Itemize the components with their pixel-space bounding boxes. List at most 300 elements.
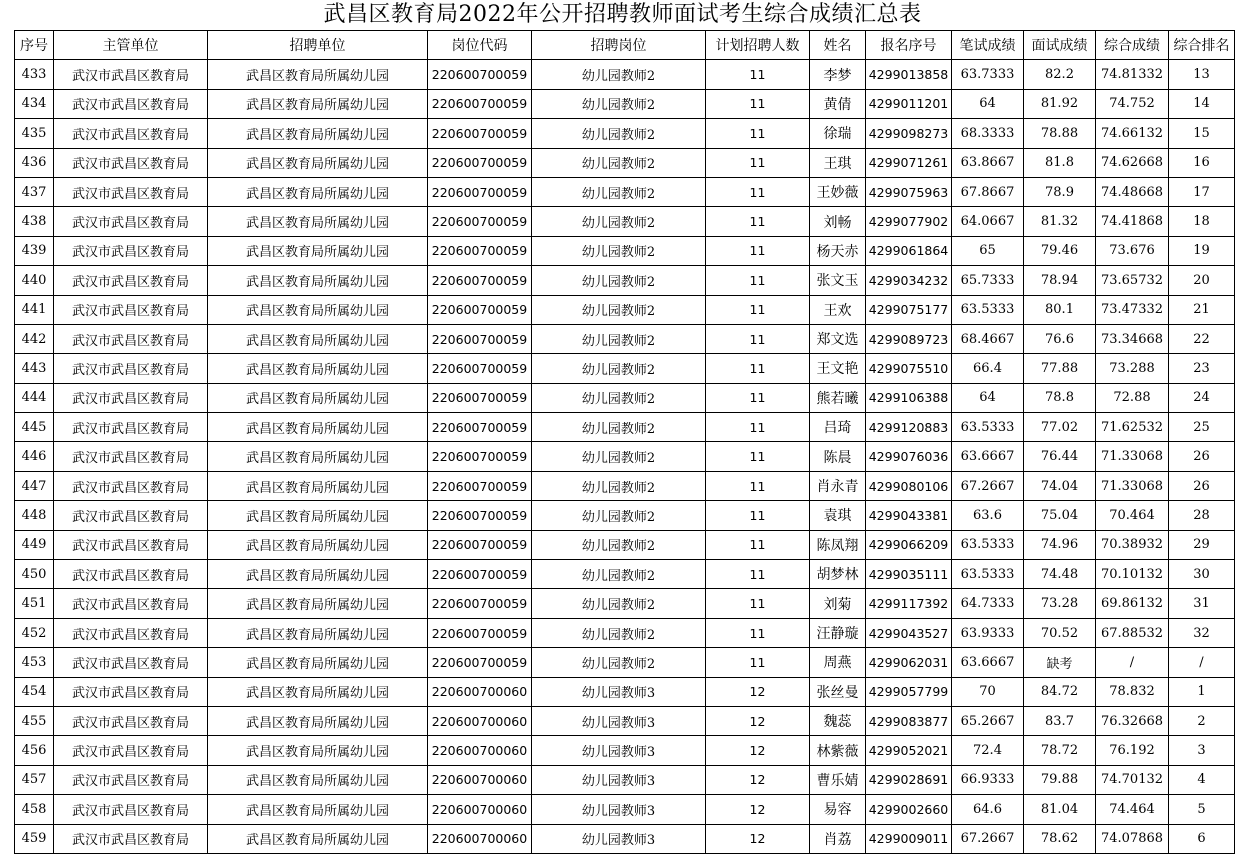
cell-dept: 武汉市武昌区教育局 xyxy=(54,736,208,765)
cell-dept: 武汉市武昌区教育局 xyxy=(54,383,208,412)
cell-post: 幼儿园教师2 xyxy=(532,354,706,383)
cell-reg: 4299076036 xyxy=(866,442,952,471)
cell-rank: 30 xyxy=(1169,560,1235,589)
cell-written: 64 xyxy=(952,383,1024,412)
cell-name: 胡梦林 xyxy=(810,560,866,589)
cell-interview: 82.2 xyxy=(1024,60,1096,89)
cell-dept: 武汉市武昌区教育局 xyxy=(54,706,208,735)
cell-no: 456 xyxy=(15,736,54,765)
cell-name: 郑文选 xyxy=(810,324,866,353)
cell-rank: 18 xyxy=(1169,207,1235,236)
cell-dept: 武汉市武昌区教育局 xyxy=(54,824,208,853)
cell-unit: 武昌区教育局所属幼儿园 xyxy=(208,677,428,706)
cell-code: 220600700059 xyxy=(428,383,532,412)
cell-plan: 12 xyxy=(706,677,810,706)
cell-unit: 武昌区教育局所属幼儿园 xyxy=(208,383,428,412)
cell-plan: 11 xyxy=(706,324,810,353)
cell-name: 肖荔 xyxy=(810,824,866,853)
cell-code: 220600700059 xyxy=(428,148,532,177)
cell-written: 63.9333 xyxy=(952,618,1024,647)
cell-rank: 17 xyxy=(1169,177,1235,206)
cell-no: 459 xyxy=(15,824,54,853)
cell-dept: 武汉市武昌区教育局 xyxy=(54,324,208,353)
cell-dept: 武汉市武昌区教育局 xyxy=(54,413,208,442)
cell-rank: 21 xyxy=(1169,295,1235,324)
cell-reg: 4299028691 xyxy=(866,765,952,794)
cell-no: 448 xyxy=(15,501,54,530)
cell-total: 72.88 xyxy=(1096,383,1169,412)
cell-post: 幼儿园教师2 xyxy=(532,236,706,265)
cell-reg: 4299071261 xyxy=(866,148,952,177)
cell-post: 幼儿园教师2 xyxy=(532,383,706,412)
cell-unit: 武昌区教育局所属幼儿园 xyxy=(208,824,428,853)
cell-dept: 武汉市武昌区教育局 xyxy=(54,648,208,677)
cell-rank: 19 xyxy=(1169,236,1235,265)
cell-rank: 3 xyxy=(1169,736,1235,765)
cell-reg: 4299043381 xyxy=(866,501,952,530)
cell-interview: 81.8 xyxy=(1024,148,1096,177)
cell-dept: 武汉市武昌区教育局 xyxy=(54,177,208,206)
cell-rank: / xyxy=(1169,648,1235,677)
cell-code: 220600700059 xyxy=(428,501,532,530)
table-row xyxy=(15,89,1235,118)
cell-total: 73.34668 xyxy=(1096,324,1169,353)
cell-unit: 武昌区教育局所属幼儿园 xyxy=(208,119,428,148)
cell-code: 220600700059 xyxy=(428,471,532,500)
cell-plan: 12 xyxy=(706,795,810,824)
cell-code: 220600700059 xyxy=(428,442,532,471)
cell-name: 肖永青 xyxy=(810,471,866,500)
cell-plan: 11 xyxy=(706,119,810,148)
cell-plan: 11 xyxy=(706,177,810,206)
cell-rank: 32 xyxy=(1169,618,1235,647)
cell-total: 76.192 xyxy=(1096,736,1169,765)
cell-rank: 14 xyxy=(1169,89,1235,118)
table-row xyxy=(15,530,1235,559)
cell-unit: 武昌区教育局所属幼儿园 xyxy=(208,324,428,353)
cell-dept: 武汉市武昌区教育局 xyxy=(54,442,208,471)
cell-plan: 11 xyxy=(706,266,810,295)
cell-unit: 武昌区教育局所属幼儿园 xyxy=(208,177,428,206)
cell-total: 73.676 xyxy=(1096,236,1169,265)
cell-interview: 78.9 xyxy=(1024,177,1096,206)
cell-total: 70.10132 xyxy=(1096,560,1169,589)
cell-reg: 4299066209 xyxy=(866,530,952,559)
cell-code: 220600700059 xyxy=(428,236,532,265)
cell-written: 64 xyxy=(952,89,1024,118)
cell-rank: 24 xyxy=(1169,383,1235,412)
cell-written: 65.7333 xyxy=(952,266,1024,295)
cell-unit: 武昌区教育局所属幼儿园 xyxy=(208,295,428,324)
header-cell-interview: 面试成绩 xyxy=(1024,31,1096,60)
table-row xyxy=(15,207,1235,236)
header-cell-dept: 主管单位 xyxy=(54,31,208,60)
cell-no: 449 xyxy=(15,530,54,559)
cell-dept: 武汉市武昌区教育局 xyxy=(54,148,208,177)
cell-dept: 武汉市武昌区教育局 xyxy=(54,560,208,589)
cell-post: 幼儿园教师2 xyxy=(532,295,706,324)
cell-total: 71.33068 xyxy=(1096,442,1169,471)
cell-unit: 武昌区教育局所属幼儿园 xyxy=(208,413,428,442)
cell-rank: 28 xyxy=(1169,501,1235,530)
table-row xyxy=(15,765,1235,794)
cell-code: 220600700059 xyxy=(428,266,532,295)
table-row xyxy=(15,119,1235,148)
cell-plan: 11 xyxy=(706,501,810,530)
cell-code: 220600700059 xyxy=(428,618,532,647)
cell-total: 73.288 xyxy=(1096,354,1169,383)
cell-unit: 武昌区教育局所属幼儿园 xyxy=(208,236,428,265)
cell-plan: 11 xyxy=(706,648,810,677)
cell-no: 436 xyxy=(15,148,54,177)
cell-unit: 武昌区教育局所属幼儿园 xyxy=(208,354,428,383)
cell-name: 张文玉 xyxy=(810,266,866,295)
cell-unit: 武昌区教育局所属幼儿园 xyxy=(208,266,428,295)
cell-reg: 4299077902 xyxy=(866,207,952,236)
cell-interview: 74.96 xyxy=(1024,530,1096,559)
page-title: 武昌区教育局2022年公开招聘教师面试考生综合成绩汇总表 xyxy=(323,2,922,27)
cell-rank: 22 xyxy=(1169,324,1235,353)
cell-no: 458 xyxy=(15,795,54,824)
cell-code: 220600700059 xyxy=(428,60,532,89)
cell-rank: 2 xyxy=(1169,706,1235,735)
cell-written: 64.6 xyxy=(952,795,1024,824)
cell-written: 66.9333 xyxy=(952,765,1024,794)
cell-interview: 84.72 xyxy=(1024,677,1096,706)
cell-written: 63.5333 xyxy=(952,295,1024,324)
cell-post: 幼儿园教师3 xyxy=(532,677,706,706)
cell-reg: 4299013858 xyxy=(866,60,952,89)
cell-plan: 12 xyxy=(706,706,810,735)
cell-rank: 13 xyxy=(1169,60,1235,89)
cell-written: 64.7333 xyxy=(952,589,1024,618)
cell-code: 220600700060 xyxy=(428,824,532,853)
cell-unit: 武昌区教育局所属幼儿园 xyxy=(208,765,428,794)
cell-no: 450 xyxy=(15,560,54,589)
cell-reg: 4299075510 xyxy=(866,354,952,383)
cell-reg: 4299117392 xyxy=(866,589,952,618)
cell-post: 幼儿园教师2 xyxy=(532,618,706,647)
cell-code: 220600700060 xyxy=(428,765,532,794)
cell-unit: 武昌区教育局所属幼儿园 xyxy=(208,706,428,735)
cell-interview: 76.44 xyxy=(1024,442,1096,471)
cell-plan: 11 xyxy=(706,530,810,559)
table-row xyxy=(15,795,1235,824)
cell-dept: 武汉市武昌区教育局 xyxy=(54,618,208,647)
cell-plan: 11 xyxy=(706,295,810,324)
cell-name: 林紫薇 xyxy=(810,736,866,765)
table-row xyxy=(15,177,1235,206)
cell-no: 452 xyxy=(15,618,54,647)
cell-post: 幼儿园教师2 xyxy=(532,471,706,500)
cell-name: 吕琦 xyxy=(810,413,866,442)
cell-total: 74.464 xyxy=(1096,795,1169,824)
cell-post: 幼儿园教师3 xyxy=(532,736,706,765)
cell-interview: 75.04 xyxy=(1024,501,1096,530)
cell-post: 幼儿园教师2 xyxy=(532,119,706,148)
cell-interview: 78.88 xyxy=(1024,119,1096,148)
cell-rank: 20 xyxy=(1169,266,1235,295)
cell-total: / xyxy=(1096,648,1169,677)
cell-written: 68.4667 xyxy=(952,324,1024,353)
cell-interview: 78.62 xyxy=(1024,824,1096,853)
cell-reg: 4299062031 xyxy=(866,648,952,677)
cell-written: 67.8667 xyxy=(952,177,1024,206)
cell-written: 63.6667 xyxy=(952,442,1024,471)
cell-interview: 78.72 xyxy=(1024,736,1096,765)
cell-rank: 1 xyxy=(1169,677,1235,706)
cell-interview: 81.04 xyxy=(1024,795,1096,824)
cell-unit: 武昌区教育局所属幼儿园 xyxy=(208,618,428,647)
header-cell-name: 姓名 xyxy=(810,31,866,60)
cell-rank: 31 xyxy=(1169,589,1235,618)
cell-code: 220600700060 xyxy=(428,736,532,765)
cell-unit: 武昌区教育局所属幼儿园 xyxy=(208,89,428,118)
table-header-row xyxy=(15,31,1235,60)
cell-total: 70.464 xyxy=(1096,501,1169,530)
cell-code: 220600700059 xyxy=(428,295,532,324)
cell-reg: 4299052021 xyxy=(866,736,952,765)
cell-post: 幼儿园教师2 xyxy=(532,60,706,89)
cell-interview: 83.7 xyxy=(1024,706,1096,735)
cell-interview: 77.02 xyxy=(1024,413,1096,442)
cell-name: 王妙薇 xyxy=(810,177,866,206)
table-row xyxy=(15,442,1235,471)
cell-dept: 武汉市武昌区教育局 xyxy=(54,60,208,89)
cell-interview: 70.52 xyxy=(1024,618,1096,647)
header-cell-code: 岗位代码 xyxy=(428,31,532,60)
cell-dept: 武汉市武昌区教育局 xyxy=(54,236,208,265)
cell-no: 443 xyxy=(15,354,54,383)
cell-plan: 11 xyxy=(706,148,810,177)
cell-total: 74.07868 xyxy=(1096,824,1169,853)
cell-written: 72.4 xyxy=(952,736,1024,765)
cell-unit: 武昌区教育局所属幼儿园 xyxy=(208,589,428,618)
cell-interview: 78.94 xyxy=(1024,266,1096,295)
cell-dept: 武汉市武昌区教育局 xyxy=(54,354,208,383)
cell-code: 220600700059 xyxy=(428,207,532,236)
cell-dept: 武汉市武昌区教育局 xyxy=(54,501,208,530)
cell-name: 王文艳 xyxy=(810,354,866,383)
cell-total: 69.86132 xyxy=(1096,589,1169,618)
cell-post: 幼儿园教师2 xyxy=(532,324,706,353)
cell-written: 65.2667 xyxy=(952,706,1024,735)
cell-plan: 11 xyxy=(706,89,810,118)
cell-no: 453 xyxy=(15,648,54,677)
cell-interview: 81.32 xyxy=(1024,207,1096,236)
cell-no: 441 xyxy=(15,295,54,324)
cell-unit: 武昌区教育局所属幼儿园 xyxy=(208,795,428,824)
cell-code: 220600700059 xyxy=(428,177,532,206)
cell-interview: 78.8 xyxy=(1024,383,1096,412)
cell-reg: 4299083877 xyxy=(866,706,952,735)
cell-name: 熊若曦 xyxy=(810,383,866,412)
cell-post: 幼儿园教师2 xyxy=(532,89,706,118)
cell-total: 74.752 xyxy=(1096,89,1169,118)
table-row xyxy=(15,648,1235,677)
cell-total: 76.32668 xyxy=(1096,706,1169,735)
cell-name: 刘菊 xyxy=(810,589,866,618)
cell-post: 幼儿园教师2 xyxy=(532,207,706,236)
cell-reg: 4299080106 xyxy=(866,471,952,500)
cell-reg: 4299011201 xyxy=(866,89,952,118)
cell-interview: 79.88 xyxy=(1024,765,1096,794)
cell-unit: 武昌区教育局所属幼儿园 xyxy=(208,648,428,677)
cell-written: 63.7333 xyxy=(952,60,1024,89)
header-cell-written: 笔试成绩 xyxy=(952,31,1024,60)
cell-post: 幼儿园教师3 xyxy=(532,795,706,824)
table-row xyxy=(15,560,1235,589)
cell-plan: 11 xyxy=(706,354,810,383)
cell-post: 幼儿园教师2 xyxy=(532,530,706,559)
cell-name: 刘畅 xyxy=(810,207,866,236)
cell-unit: 武昌区教育局所属幼儿园 xyxy=(208,207,428,236)
cell-rank: 26 xyxy=(1169,471,1235,500)
cell-dept: 武汉市武昌区教育局 xyxy=(54,89,208,118)
cell-name: 易容 xyxy=(810,795,866,824)
cell-rank: 15 xyxy=(1169,119,1235,148)
cell-post: 幼儿园教师2 xyxy=(532,148,706,177)
cell-written: 70 xyxy=(952,677,1024,706)
cell-plan: 11 xyxy=(706,560,810,589)
cell-no: 435 xyxy=(15,119,54,148)
table-row xyxy=(15,736,1235,765)
cell-code: 220600700060 xyxy=(428,795,532,824)
cell-unit: 武昌区教育局所属幼儿园 xyxy=(208,736,428,765)
cell-plan: 11 xyxy=(706,207,810,236)
cell-rank: 25 xyxy=(1169,413,1235,442)
table-row xyxy=(15,677,1235,706)
cell-written: 63.8667 xyxy=(952,148,1024,177)
cell-name: 袁琪 xyxy=(810,501,866,530)
cell-code: 220600700059 xyxy=(428,354,532,383)
cell-written: 63.6667 xyxy=(952,648,1024,677)
cell-name: 周燕 xyxy=(810,648,866,677)
cell-plan: 11 xyxy=(706,383,810,412)
cell-interview: 79.46 xyxy=(1024,236,1096,265)
cell-rank: 6 xyxy=(1169,824,1235,853)
table-row xyxy=(15,60,1235,89)
cell-interview: 74.04 xyxy=(1024,471,1096,500)
cell-written: 67.2667 xyxy=(952,471,1024,500)
cell-interview: 缺考 xyxy=(1024,648,1096,677)
cell-written: 66.4 xyxy=(952,354,1024,383)
cell-name: 王琪 xyxy=(810,148,866,177)
cell-dept: 武汉市武昌区教育局 xyxy=(54,795,208,824)
cell-unit: 武昌区教育局所属幼儿园 xyxy=(208,530,428,559)
cell-written: 63.5333 xyxy=(952,560,1024,589)
table-row xyxy=(15,618,1235,647)
cell-rank: 26 xyxy=(1169,442,1235,471)
header-cell-total: 综合成绩 xyxy=(1096,31,1169,60)
cell-total: 74.48668 xyxy=(1096,177,1169,206)
cell-no: 434 xyxy=(15,89,54,118)
cell-code: 220600700059 xyxy=(428,589,532,618)
cell-post: 幼儿园教师2 xyxy=(532,501,706,530)
table-row xyxy=(15,354,1235,383)
cell-reg: 4299106388 xyxy=(866,383,952,412)
header-cell-reg: 报名序号 xyxy=(866,31,952,60)
cell-name: 魏蕊 xyxy=(810,706,866,735)
cell-rank: 16 xyxy=(1169,148,1235,177)
cell-reg: 4299057799 xyxy=(866,677,952,706)
cell-plan: 11 xyxy=(706,413,810,442)
cell-name: 李梦 xyxy=(810,60,866,89)
cell-total: 74.62668 xyxy=(1096,148,1169,177)
cell-rank: 23 xyxy=(1169,354,1235,383)
results-table xyxy=(14,30,1235,854)
cell-plan: 11 xyxy=(706,471,810,500)
cell-reg: 4299098273 xyxy=(866,119,952,148)
cell-no: 437 xyxy=(15,177,54,206)
cell-name: 曹乐婧 xyxy=(810,765,866,794)
cell-reg: 4299061864 xyxy=(866,236,952,265)
table-row xyxy=(15,266,1235,295)
cell-no: 457 xyxy=(15,765,54,794)
cell-plan: 12 xyxy=(706,736,810,765)
cell-code: 220600700059 xyxy=(428,560,532,589)
cell-no: 444 xyxy=(15,383,54,412)
cell-unit: 武昌区教育局所属幼儿园 xyxy=(208,501,428,530)
cell-post: 幼儿园教师2 xyxy=(532,589,706,618)
cell-total: 70.38932 xyxy=(1096,530,1169,559)
cell-dept: 武汉市武昌区教育局 xyxy=(54,589,208,618)
cell-no: 451 xyxy=(15,589,54,618)
cell-name: 陈晨 xyxy=(810,442,866,471)
cell-post: 幼儿园教师2 xyxy=(532,442,706,471)
cell-plan: 12 xyxy=(706,765,810,794)
cell-interview: 77.88 xyxy=(1024,354,1096,383)
cell-written: 63.6 xyxy=(952,501,1024,530)
cell-interview: 80.1 xyxy=(1024,295,1096,324)
cell-post: 幼儿园教师2 xyxy=(532,560,706,589)
cell-plan: 11 xyxy=(706,60,810,89)
cell-total: 71.33068 xyxy=(1096,471,1169,500)
cell-code: 220600700060 xyxy=(428,677,532,706)
cell-total: 74.81332 xyxy=(1096,60,1169,89)
cell-code: 220600700059 xyxy=(428,648,532,677)
cell-plan: 11 xyxy=(706,236,810,265)
cell-post: 幼儿园教师3 xyxy=(532,824,706,853)
cell-reg: 4299043527 xyxy=(866,618,952,647)
cell-unit: 武昌区教育局所属幼儿园 xyxy=(208,442,428,471)
cell-unit: 武昌区教育局所属幼儿园 xyxy=(208,148,428,177)
cell-rank: 4 xyxy=(1169,765,1235,794)
cell-dept: 武汉市武昌区教育局 xyxy=(54,471,208,500)
header-cell-no: 序号 xyxy=(15,31,54,60)
cell-dept: 武汉市武昌区教育局 xyxy=(54,677,208,706)
cell-post: 幼儿园教师2 xyxy=(532,266,706,295)
cell-unit: 武昌区教育局所属幼儿园 xyxy=(208,60,428,89)
cell-no: 445 xyxy=(15,413,54,442)
cell-total: 73.47332 xyxy=(1096,295,1169,324)
cell-post: 幼儿园教师2 xyxy=(532,413,706,442)
cell-no: 433 xyxy=(15,60,54,89)
cell-dept: 武汉市武昌区教育局 xyxy=(54,530,208,559)
cell-post: 幼儿园教师2 xyxy=(532,648,706,677)
cell-reg: 4299075177 xyxy=(866,295,952,324)
cell-plan: 11 xyxy=(706,589,810,618)
table-row xyxy=(15,413,1235,442)
table-row xyxy=(15,295,1235,324)
table-row xyxy=(15,324,1235,353)
cell-rank: 29 xyxy=(1169,530,1235,559)
header-cell-post: 招聘岗位 xyxy=(532,31,706,60)
cell-reg: 4299089723 xyxy=(866,324,952,353)
cell-reg: 4299034232 xyxy=(866,266,952,295)
cell-plan: 11 xyxy=(706,442,810,471)
cell-post: 幼儿园教师3 xyxy=(532,765,706,794)
